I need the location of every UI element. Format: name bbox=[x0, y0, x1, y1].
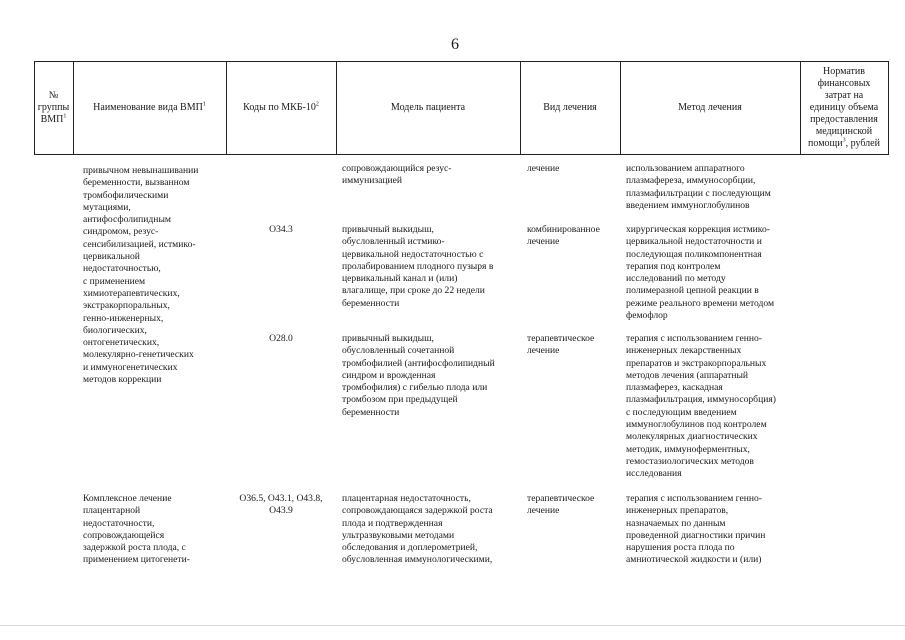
icd-code-cell: O28.0 bbox=[269, 333, 293, 344]
patient-model-cell: привычный выкидыш, обусловленный истмико- цервикальной недостаточностью с пролабированием плодного пузыря в цервикальный канал и (или) влагалище, при сроке до 22 недели беременности bbox=[342, 224, 494, 309]
header-financial-norm: Норматив финансовых затрат на единицу объема предоставления медицинской помощи$^3$, рублей bbox=[808, 66, 880, 149]
vmp-name-cell: Комплексное лечение плацентарной недостаточности, сопровождающейся задержкой роста плода, с применением цитогенети- bbox=[83, 493, 190, 566]
page-number: 6 bbox=[451, 36, 459, 53]
header-icd-codes: Коды по МКБ-$10^2$ bbox=[243, 101, 319, 113]
header-vmp-type: Наименование вида ВМП$^1$ bbox=[93, 101, 206, 113]
header-treatment-method: Метод лечения bbox=[678, 102, 742, 113]
header-patient-model: Модель пациента bbox=[390, 102, 466, 113]
vmp-name-cell: привычном невынашивании беременности, вызванном тромбофилическими мутациями, антифосфолипидным синдромом, резус- сенсибилизацией, истмико- цервикальной недостаточностью, с применением химиотерапевтических, экстракорпоральных, генно-инженерных, биологических, онтогенетических, молекулярно-генетических и иммуногенетических методов коррекции bbox=[83, 165, 199, 386]
header-treatment-type: Вид лечения bbox=[543, 102, 597, 113]
treatment-method-cell: терапия с использованием генно- инженерных препаратов, назначаемых по данным проведенной диагностики причин нарушения роста плода по амниотической жидкости и (или) bbox=[626, 493, 766, 566]
patient-model-cell: сопровождающийся резус- иммунизацией bbox=[342, 163, 452, 187]
header-group-number: № группы ВМП$^1$ bbox=[37, 90, 70, 125]
treatment-type-cell: терапевтическое лечение bbox=[527, 493, 595, 517]
patient-model-cell: привычный выкидыш, обусловленный сочетанной тромбофилией (антифосфолипидный синдром и врожденная тромбофилия) с гибелью плода или тромбозом при предыдущей беременности bbox=[342, 333, 495, 418]
icd-code-cell: O36.5, O43.1, O43.8, O43.9 bbox=[239, 493, 323, 517]
icd-code-cell: O34.3 bbox=[269, 224, 293, 235]
patient-model-cell: плацентарная недостаточность, сопровождающаяся задержкой роста плода и подтвержденная ультразвуковыми методами обследования и доплерометрией, обусловленная иммунологическими, bbox=[342, 493, 493, 566]
treatment-method-cell: хирургическая коррекция истмико- цервикальной недостаточности и последующая поликомпонентная терапия под контролем исследований по методу полимеразной цепной реакции в режиме реального времени методом фемофлор bbox=[626, 224, 775, 322]
treatment-method-cell: использованием аппаратного плазмафереза, иммуносорбции, плазмафильтрации с последующим введением иммуноглобулинов bbox=[626, 163, 771, 211]
scan-edge bbox=[0, 625, 905, 626]
treatment-type-cell: лечение bbox=[527, 163, 560, 174]
header-bottom-rule bbox=[34, 154, 888, 155]
treatment-type-cell: комбинированное лечение bbox=[527, 224, 600, 248]
column-divider bbox=[888, 61, 889, 155]
treatment-method-cell: терапия с использованием генно- инженерных лекарственных препаратов и экстракорпоральных методов лечения (аппаратный плазмаферез, каскадная плазмафильтрация, иммуносорбция) с последующим введением иммуноглобулинов под контролем молекулярных диагностических методик, иммуноферментных, гемостазиологических методов исследования bbox=[626, 333, 776, 480]
treatment-type-cell: терапевтическое лечение bbox=[527, 333, 595, 357]
